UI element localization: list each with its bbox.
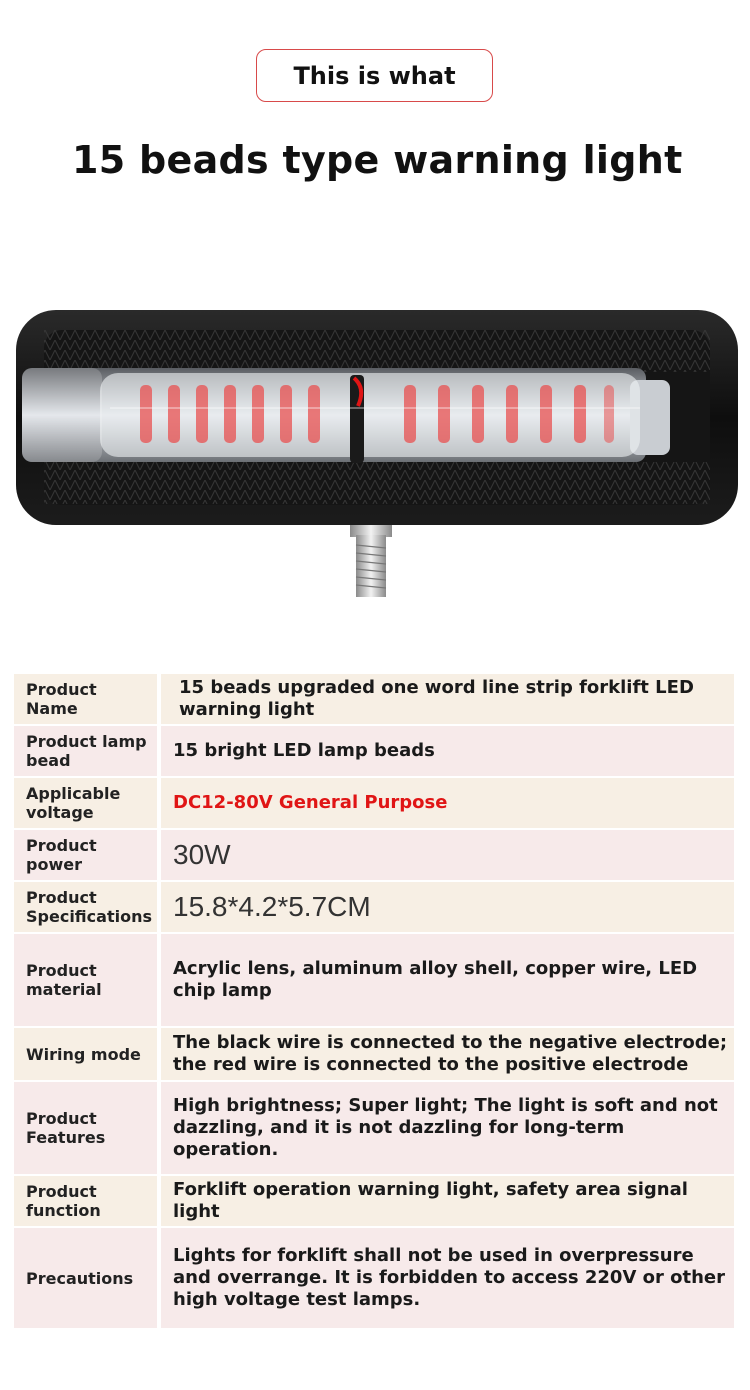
table-row [14,1082,734,1174]
table-row [14,882,734,932]
table-row [14,934,734,1026]
spec-value-voltage: DC12-80V General Purpose [161,778,734,828]
spec-value-material: Acrylic lens, aluminum alloy shell, copper wire, LED chip lamp [161,934,734,1026]
table-row [14,1228,734,1328]
table-row [14,830,734,880]
intro-badge: This is what [256,49,493,102]
table-row [14,1176,734,1226]
table-row [14,778,734,828]
spec-label-features: Product Features [14,1082,157,1174]
spec-value-precautions: Lights for forklift shall not be used in overpressure and overrange. It is forbidden to access 220V or other high voltage test lamps. [161,1228,734,1328]
table-row [14,674,734,724]
spec-label-product-name: Product Name [14,674,157,724]
warning-light-image [0,230,750,630]
spec-value-features: High brightness; Super light; The light is soft and not dazzling, and it is not dazzling for long-term operation. [161,1082,734,1174]
spec-value-wiring: The black wire is connected to the negative electrode; the red wire is connected to the positive electrode [161,1028,734,1080]
spec-label-wiring: Wiring mode [14,1028,157,1080]
spec-table [14,674,734,1328]
spec-value-specifications: 15.8*4.2*5.7CM [161,882,734,932]
spec-label-precautions: Precautions [14,1228,157,1328]
table-row [14,1028,734,1080]
spec-value-lamp-bead: 15 bright LED lamp beads [161,726,734,776]
spec-label-voltage: Applicable voltage [14,778,157,828]
spec-label-power: Product power [14,830,157,880]
spec-value-power: 30W [161,830,734,880]
spec-label-function: Product function [14,1176,157,1226]
spec-value-function: Forklift operation warning light, safety area signal light [161,1176,734,1226]
page-title: 15 beads type warning light [72,138,683,182]
spec-value-product-name: 15 beads upgraded one word line strip forklift LED warning light [161,674,734,724]
spec-label-lamp-bead: Product lamp bead [14,726,157,776]
spec-label-specifications: Product Specifications [14,882,157,932]
spec-label-material: Product material [14,934,157,1026]
table-row [14,726,734,776]
